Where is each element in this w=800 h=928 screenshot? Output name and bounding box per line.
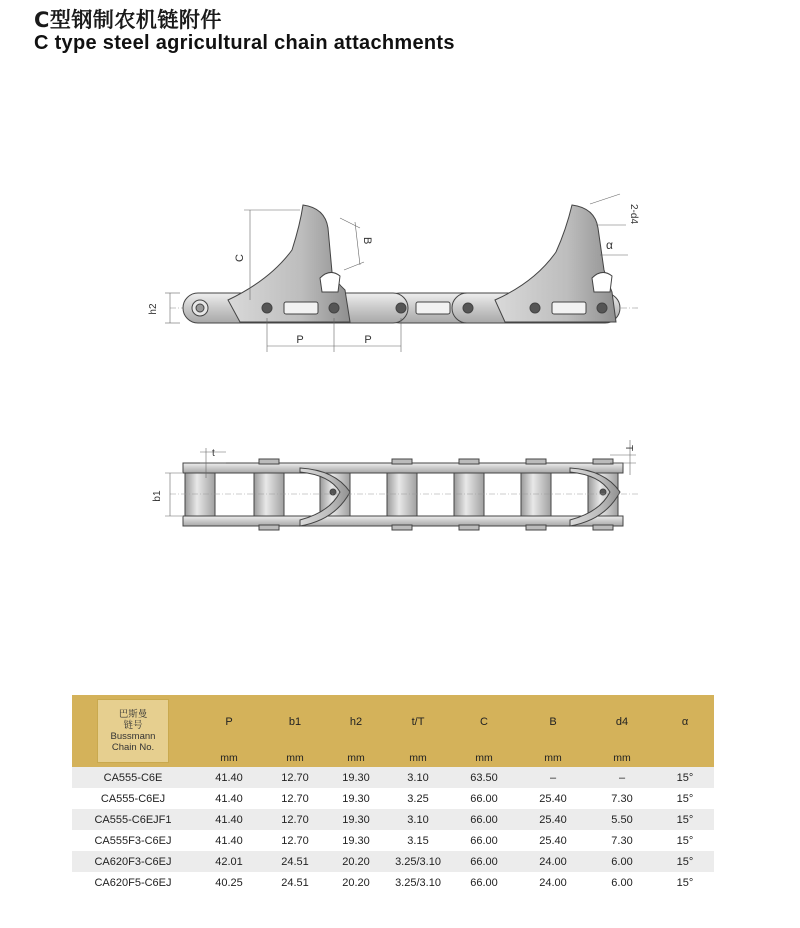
table-cell: 3.15: [386, 830, 450, 851]
table-row: [72, 851, 714, 872]
column-header: d4: [588, 695, 656, 749]
table-cell: 5.50: [588, 809, 656, 830]
table-cell: 12.70: [264, 809, 326, 830]
table-row: [72, 872, 714, 893]
table-cell: 3.10: [386, 809, 450, 830]
page-title-chinese: C型钢制农机链附件: [34, 8, 222, 32]
side-view: [165, 194, 640, 352]
table-cell: 3.25/3.10: [386, 872, 450, 893]
table-cell: 66.00: [450, 788, 518, 809]
table-cell: 24.00: [518, 872, 588, 893]
table-cell: 24.51: [264, 872, 326, 893]
chain-number-cell: CA620F5-C6EJ: [72, 872, 194, 893]
unit-header: [656, 749, 714, 767]
spec-table: [72, 695, 714, 893]
unit-header: mm: [386, 749, 450, 767]
table-cell: 66.00: [450, 872, 518, 893]
dim-label-c: C: [234, 254, 246, 262]
unit-header: mm: [264, 749, 326, 767]
page-title-english: C type steel agricultural chain attachments: [34, 32, 455, 54]
dim-label-t-large: T: [623, 445, 634, 452]
table-cell: 41.40: [194, 788, 264, 809]
chain-number-cell: CA555-C6EJF1: [72, 809, 194, 830]
table-cell: 41.40: [194, 830, 264, 851]
table-cell: 66.00: [450, 809, 518, 830]
table-cell: 12.70: [264, 788, 326, 809]
table-cell: –: [588, 767, 656, 788]
header-en-line-2: Chain No.: [111, 742, 155, 753]
column-header: h2: [326, 695, 386, 749]
unit-header: mm: [326, 749, 386, 767]
column-header: α: [656, 695, 714, 749]
dim-label-b: B: [361, 237, 373, 245]
table-cell: 7.30: [588, 788, 656, 809]
table-cell: 19.30: [326, 767, 386, 788]
table-cell: 15°: [656, 767, 714, 788]
top-view: [165, 440, 640, 530]
table-cell: 63.50: [450, 767, 518, 788]
dim-label-p-left: P: [296, 334, 304, 346]
unit-header: mm: [450, 749, 518, 767]
table-cell: 25.40: [518, 809, 588, 830]
table-cell: 15°: [656, 872, 714, 893]
column-header: C: [450, 695, 518, 749]
column-header: B: [518, 695, 588, 749]
table-cell: 66.00: [450, 851, 518, 872]
table-row: [72, 830, 714, 851]
table-cell: 7.30: [588, 830, 656, 851]
dim-label-t-small: t: [212, 448, 215, 459]
dim-label-p-right: P: [364, 334, 372, 346]
header-cn-line-2: 链号: [123, 720, 143, 731]
column-header: P: [194, 695, 264, 749]
table-cell: 15°: [656, 788, 714, 809]
table-cell: 25.40: [518, 788, 588, 809]
table-cell: 19.30: [326, 809, 386, 830]
chain-number-cell: CA555-C6EJ: [72, 788, 194, 809]
table-cell: 40.25: [194, 872, 264, 893]
table-cell: 24.00: [518, 851, 588, 872]
header-en-line-1: Bussmann: [110, 731, 156, 742]
table-cell: 25.40: [518, 830, 588, 851]
table-cell: 41.40: [194, 767, 264, 788]
chain-number-cell: CA555F3-C6EJ: [72, 830, 194, 851]
table-row: [72, 788, 714, 809]
table-cell: 3.25/3.10: [386, 851, 450, 872]
column-header: b1: [264, 695, 326, 749]
table-row: [72, 767, 714, 788]
unit-header: mm: [194, 749, 264, 767]
unit-header: mm: [588, 749, 656, 767]
table-cell: 19.30: [326, 788, 386, 809]
dim-label-h2: h2: [148, 303, 159, 315]
table-cell: 15°: [656, 851, 714, 872]
table-cell: 3.10: [386, 767, 450, 788]
table-cell: 6.00: [588, 872, 656, 893]
dim-label-d4: 2-d4: [628, 204, 639, 225]
chain-number-cell: CA620F3-C6EJ: [72, 851, 194, 872]
unit-header: mm: [518, 749, 588, 767]
column-header: t/T: [386, 695, 450, 749]
dim-label-b1: b1: [152, 490, 163, 502]
table-cell: 24.51: [264, 851, 326, 872]
chain-number-cell: CA555-C6E: [72, 767, 194, 788]
table-cell: 15°: [656, 830, 714, 851]
table-cell: 15°: [656, 809, 714, 830]
table-row: [72, 809, 714, 830]
table-cell: 3.25: [386, 788, 450, 809]
dim-label-alpha: α: [606, 238, 613, 252]
table-cell: 41.40: [194, 809, 264, 830]
table-cell: 6.00: [588, 851, 656, 872]
table-cell: 19.30: [326, 830, 386, 851]
table-cell: –: [518, 767, 588, 788]
table-cell: 42.01: [194, 851, 264, 872]
table-cell: 12.70: [264, 767, 326, 788]
table-cell: 20.20: [326, 851, 386, 872]
chain-number-header: [72, 695, 194, 767]
table-cell: 66.00: [450, 830, 518, 851]
header-cn-line-1: 巴斯曼: [118, 709, 148, 720]
table-cell: 20.20: [326, 872, 386, 893]
table-cell: 12.70: [264, 830, 326, 851]
